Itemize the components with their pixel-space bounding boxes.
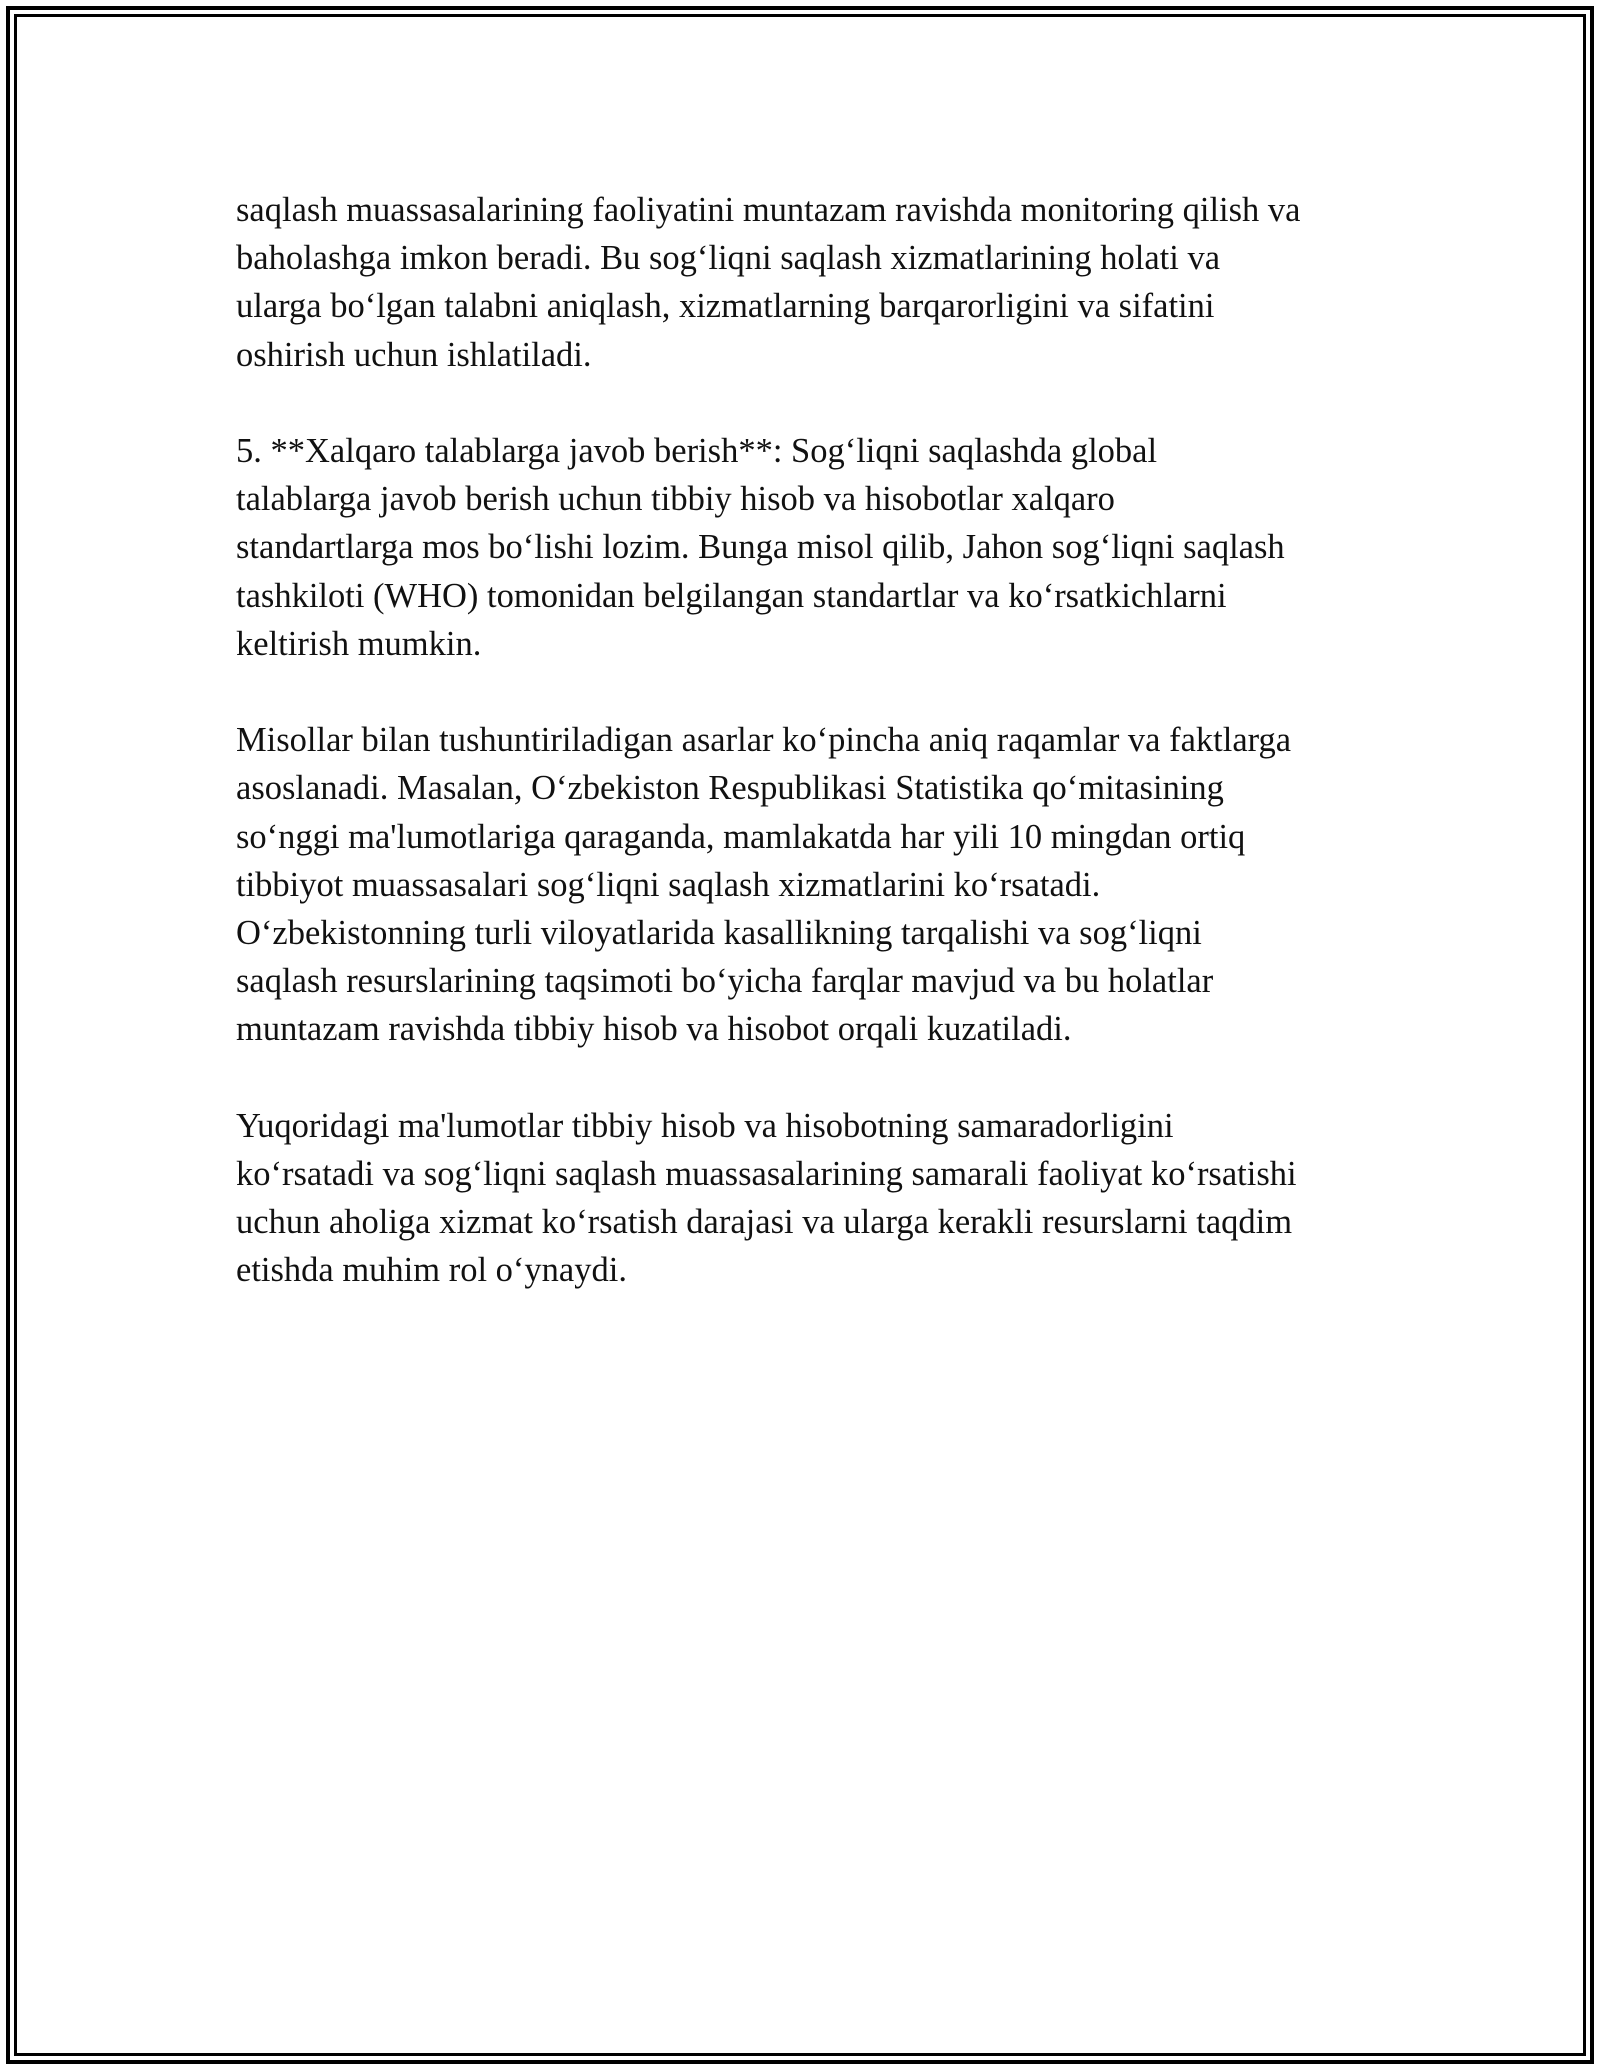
text-line: muntazam ravishda tibbiy hisob va hisobot orqali kuzatiladi.: [236, 1010, 1072, 1049]
text-line: Misollar bilan tushuntiriladigan asarlar ko‘pincha aniq raqamlar va faktlarga: [236, 721, 1292, 760]
text-line: 5. **Xalqaro talablarga javob berish**: Sog‘liqni saqlashda global: [236, 432, 1158, 470]
text-line: asoslanadi. Masalan, O‘zbekiston Respublikasi Statistika qo‘mitasining: [236, 769, 1224, 808]
text-line: tashkiloti (WHO) tomonidan belgilangan standartlar va ko‘rsatkichlarni: [236, 576, 1227, 615]
text-line: baholashga imkon beradi. Bu sog‘liqni saqlash xizmatlarining holati va: [236, 239, 1221, 278]
text-line: so‘nggi ma'lumotlariga qaraganda, mamlakatda har yili 10 mingdan ortiq: [236, 817, 1246, 856]
text-line: tibbiyot muassasalari sog‘liqni saqlash xizmatlarini ko‘rsatadi.: [236, 865, 1101, 904]
text-line: oshirish uchun ishlatiladi.: [236, 335, 592, 374]
document-body: [236, 186, 1376, 1343]
text-line: ko‘rsatadi va sog‘liqni saqlash muassasalarining samarali faoliyat ko‘rsatishi: [236, 1155, 1297, 1194]
text-line: saqlash muassasalarining faoliyatini muntazam ravishda monitoring qilish va: [236, 191, 1301, 229]
text-line: keltirish mumkin.: [236, 624, 482, 663]
text-line: etishda muhim rol o‘ynaydi.: [236, 1251, 627, 1290]
text-line: O‘zbekistonning turli viloyatlarida kasallikning tarqalishi va sog‘liqni: [236, 914, 1202, 953]
paragraph-3: [236, 716, 1376, 1053]
text-line: ularga bo‘lgan talabni aniqlash, xizmatlarning barqarorligini va sifatini: [236, 287, 1215, 326]
text-line: Yuqoridagi ma'lumotlar tibbiy hisob va hisobotning samaradorligini: [236, 1106, 1174, 1145]
text-line: uchun aholiga xizmat ko‘rsatish darajasi va ularga kerakli resurslarni taqdim: [236, 1203, 1293, 1242]
paragraph-1: [236, 186, 1376, 379]
text-line: saqlash resurslarining taqsimoti bo‘yicha farqlar mavjud va bu holatlar: [236, 962, 1214, 1001]
paragraph-4: [236, 1102, 1376, 1295]
text-line: talablarga javob berish uchun tibbiy hisob va hisobotlar xalqaro: [236, 480, 1115, 519]
paragraph-2: [236, 427, 1376, 668]
text-line: standartlarga mos bo‘lishi lozim. Bunga misol qilib, Jahon sog‘liqni saqlash: [236, 528, 1285, 567]
